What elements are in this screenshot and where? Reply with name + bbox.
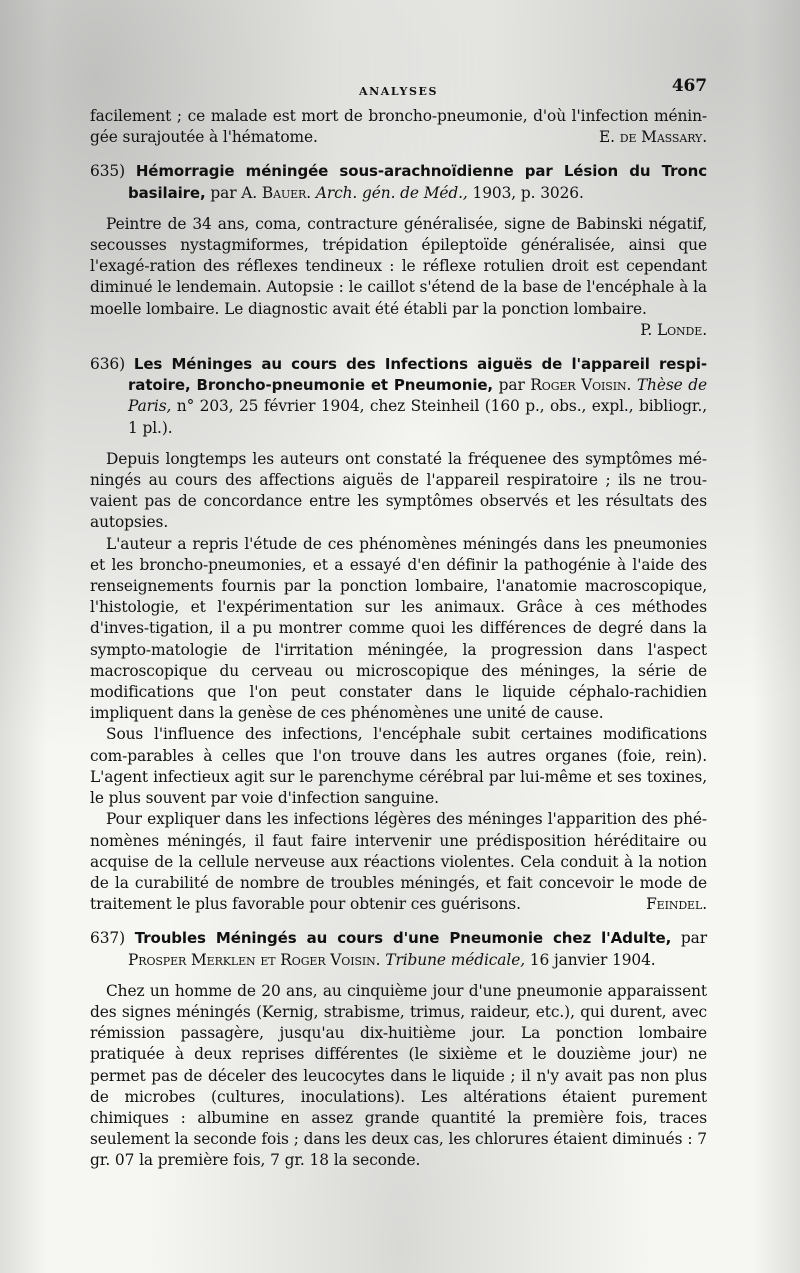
entry-paragraph-text: Pour expliquer dans les infections légères des méninges l'apparition des phé-nomènes méningés, il faut faire intervenir une prédisposition héréditaire ou acquise de la cellule nerveuse aux réactions violentes. Cela conduit à la notion de la curabilité de nombre de troubles méningés, et fait concevoir le mode de traitement le plus favorable pour obtenir ces guérisons. bbox=[90, 810, 707, 914]
entry-637 bbox=[90, 928, 707, 1171]
entry-636 bbox=[90, 354, 707, 915]
entry-author: Roger Voisin. bbox=[530, 376, 632, 395]
entry-paragraph: Depuis longtemps les auteurs ont constaté la fréquenee des symptômes mé-ningés au cours des affections aiguës de l'appareil respiratoire ; ils ne trou-vaient pas de concordance entre les symptômes observés et les résultats des autopsies. bbox=[90, 449, 707, 532]
entry-journal: Thèse de Paris, bbox=[128, 376, 707, 416]
entry-signature: Feindel. bbox=[646, 895, 707, 914]
entry-paragraph: Peintre de 34 ans, coma, contracture généralisée, signe de Babinski négatif, secousses nystagmiformes, trépidation épileptoïde généralisée, ainsi que l'exagé-ration des réflexes tendineux : le réflexe rotulien droit est cependant diminué le lendemain. Autopsie : le caillot s'étend de la base de l'encéphale à la moelle lombaire. Le diagnostic avait été établi par la ponction lombaire. bbox=[90, 214, 707, 318]
entry-title: Hémorragie méningée sous-arachnoïdienne par Lésion du Tronc basilaire, bbox=[128, 162, 707, 202]
intro-text: facilement ; ce malade est mort de broncho-pneumonie, d'où l'infection ménin-gée surajoutée à l'hématome. bbox=[90, 107, 707, 147]
page-number: 467 bbox=[671, 76, 707, 96]
entry-paragraph: Chez un homme de 20 ans, au cinquième jour d'une pneumonie apparaissent des signes méningés (Kernig, strabisme, trimus, raideur, etc.), qui durent, avec rémission passagère, jusqu'au dix-huitième jour. La ponction lombaire pratiquée à deux reprises différentes (le sixième et le douzième jour) ne permet pas de déceler des leucocytes dans le liquide ; il n'y avait pas non plus de microbes (cultures, inoculations). Les altérations étaient purement chimiques : albumine en assez grande quantité la première fois, traces seulement la seconde fois ; dans les deux cas, les chlorures étaient diminués : 7 gr. 07 la première fois, 7 gr. 18 la seconde. bbox=[90, 981, 707, 1170]
entry-title: Troubles Méningés au cours d'une Pneumonie chez l'Adulte, bbox=[134, 929, 672, 948]
entry-author: A. Bauer. bbox=[241, 183, 312, 202]
entry-number: 636) bbox=[90, 355, 125, 374]
page-header bbox=[90, 78, 707, 106]
running-title: ANALYSES bbox=[358, 85, 439, 98]
entry-par: par bbox=[498, 376, 525, 395]
entry-paragraph: Sous l'influence des infections, l'encéphale subit certaines modifications com-parables à celles que l'on trouve dans les autres organes (foie, rein). L'agent infectieux agit sur le parenchyme cérébral par lui-même et ses toxines, le plus souvent par voie d'infection sanguine. bbox=[90, 725, 707, 808]
entry-number: 635) bbox=[90, 162, 125, 181]
intro-paragraph bbox=[90, 106, 707, 148]
entry-heading bbox=[90, 928, 707, 970]
page-content bbox=[90, 78, 707, 1172]
entry-par: par bbox=[210, 183, 237, 202]
entry-heading bbox=[90, 161, 707, 203]
entry-journal: Arch. gén. de Méd., bbox=[315, 183, 468, 202]
entry-635 bbox=[90, 161, 707, 341]
entry-par: par bbox=[680, 929, 708, 948]
entry-reference: n° 203, 25 février 1904, chez Steinheil (160 p., obs., expl., bibliogr., 1 pl.). bbox=[128, 397, 707, 437]
entry-reference: 1903, p. 3026. bbox=[472, 183, 584, 202]
entry-reference: 16 janvier 1904. bbox=[529, 950, 656, 969]
entry-author: Prosper Merklen et Roger Voisin. bbox=[128, 950, 381, 969]
entry-number: 637) bbox=[90, 929, 125, 948]
entry-title: Les Méninges au cours des Infections aiguës de l'appareil respi-ratoire, Broncho-pneumonie et Pneumonie, bbox=[128, 355, 708, 395]
entry-signature: P. Londe. bbox=[640, 320, 707, 339]
entry-paragraph: L'auteur a repris l'étude de ces phénomènes méningés dans les pneumonies et les broncho-pneumonies, et a essayé d'en définir la pathogénie à l'aide des renseignements fournis par la ponction lombaire, l'anatomie macroscopique, l'histologie, et l'expérimentation sur les animaux. Grâce à ces méthodes d'inves-tigation, il a pu montrer comme quoi les différences de degré dans la sympto-matologie de l'irritation méningée, la progression dans l'aspect macroscopique du cerveau ou microscopique des méninges, la série de modifications que l'on peut constater dans le liquide céphalo-rachidien impliquent dans la genèse de ces phénomènes une unité de cause. bbox=[90, 534, 707, 723]
intro-signature: E. de Massary. bbox=[599, 128, 707, 147]
entry-journal: Tribune médicale, bbox=[385, 950, 525, 969]
entry-heading bbox=[90, 354, 707, 439]
entry-paragraph bbox=[90, 809, 707, 915]
